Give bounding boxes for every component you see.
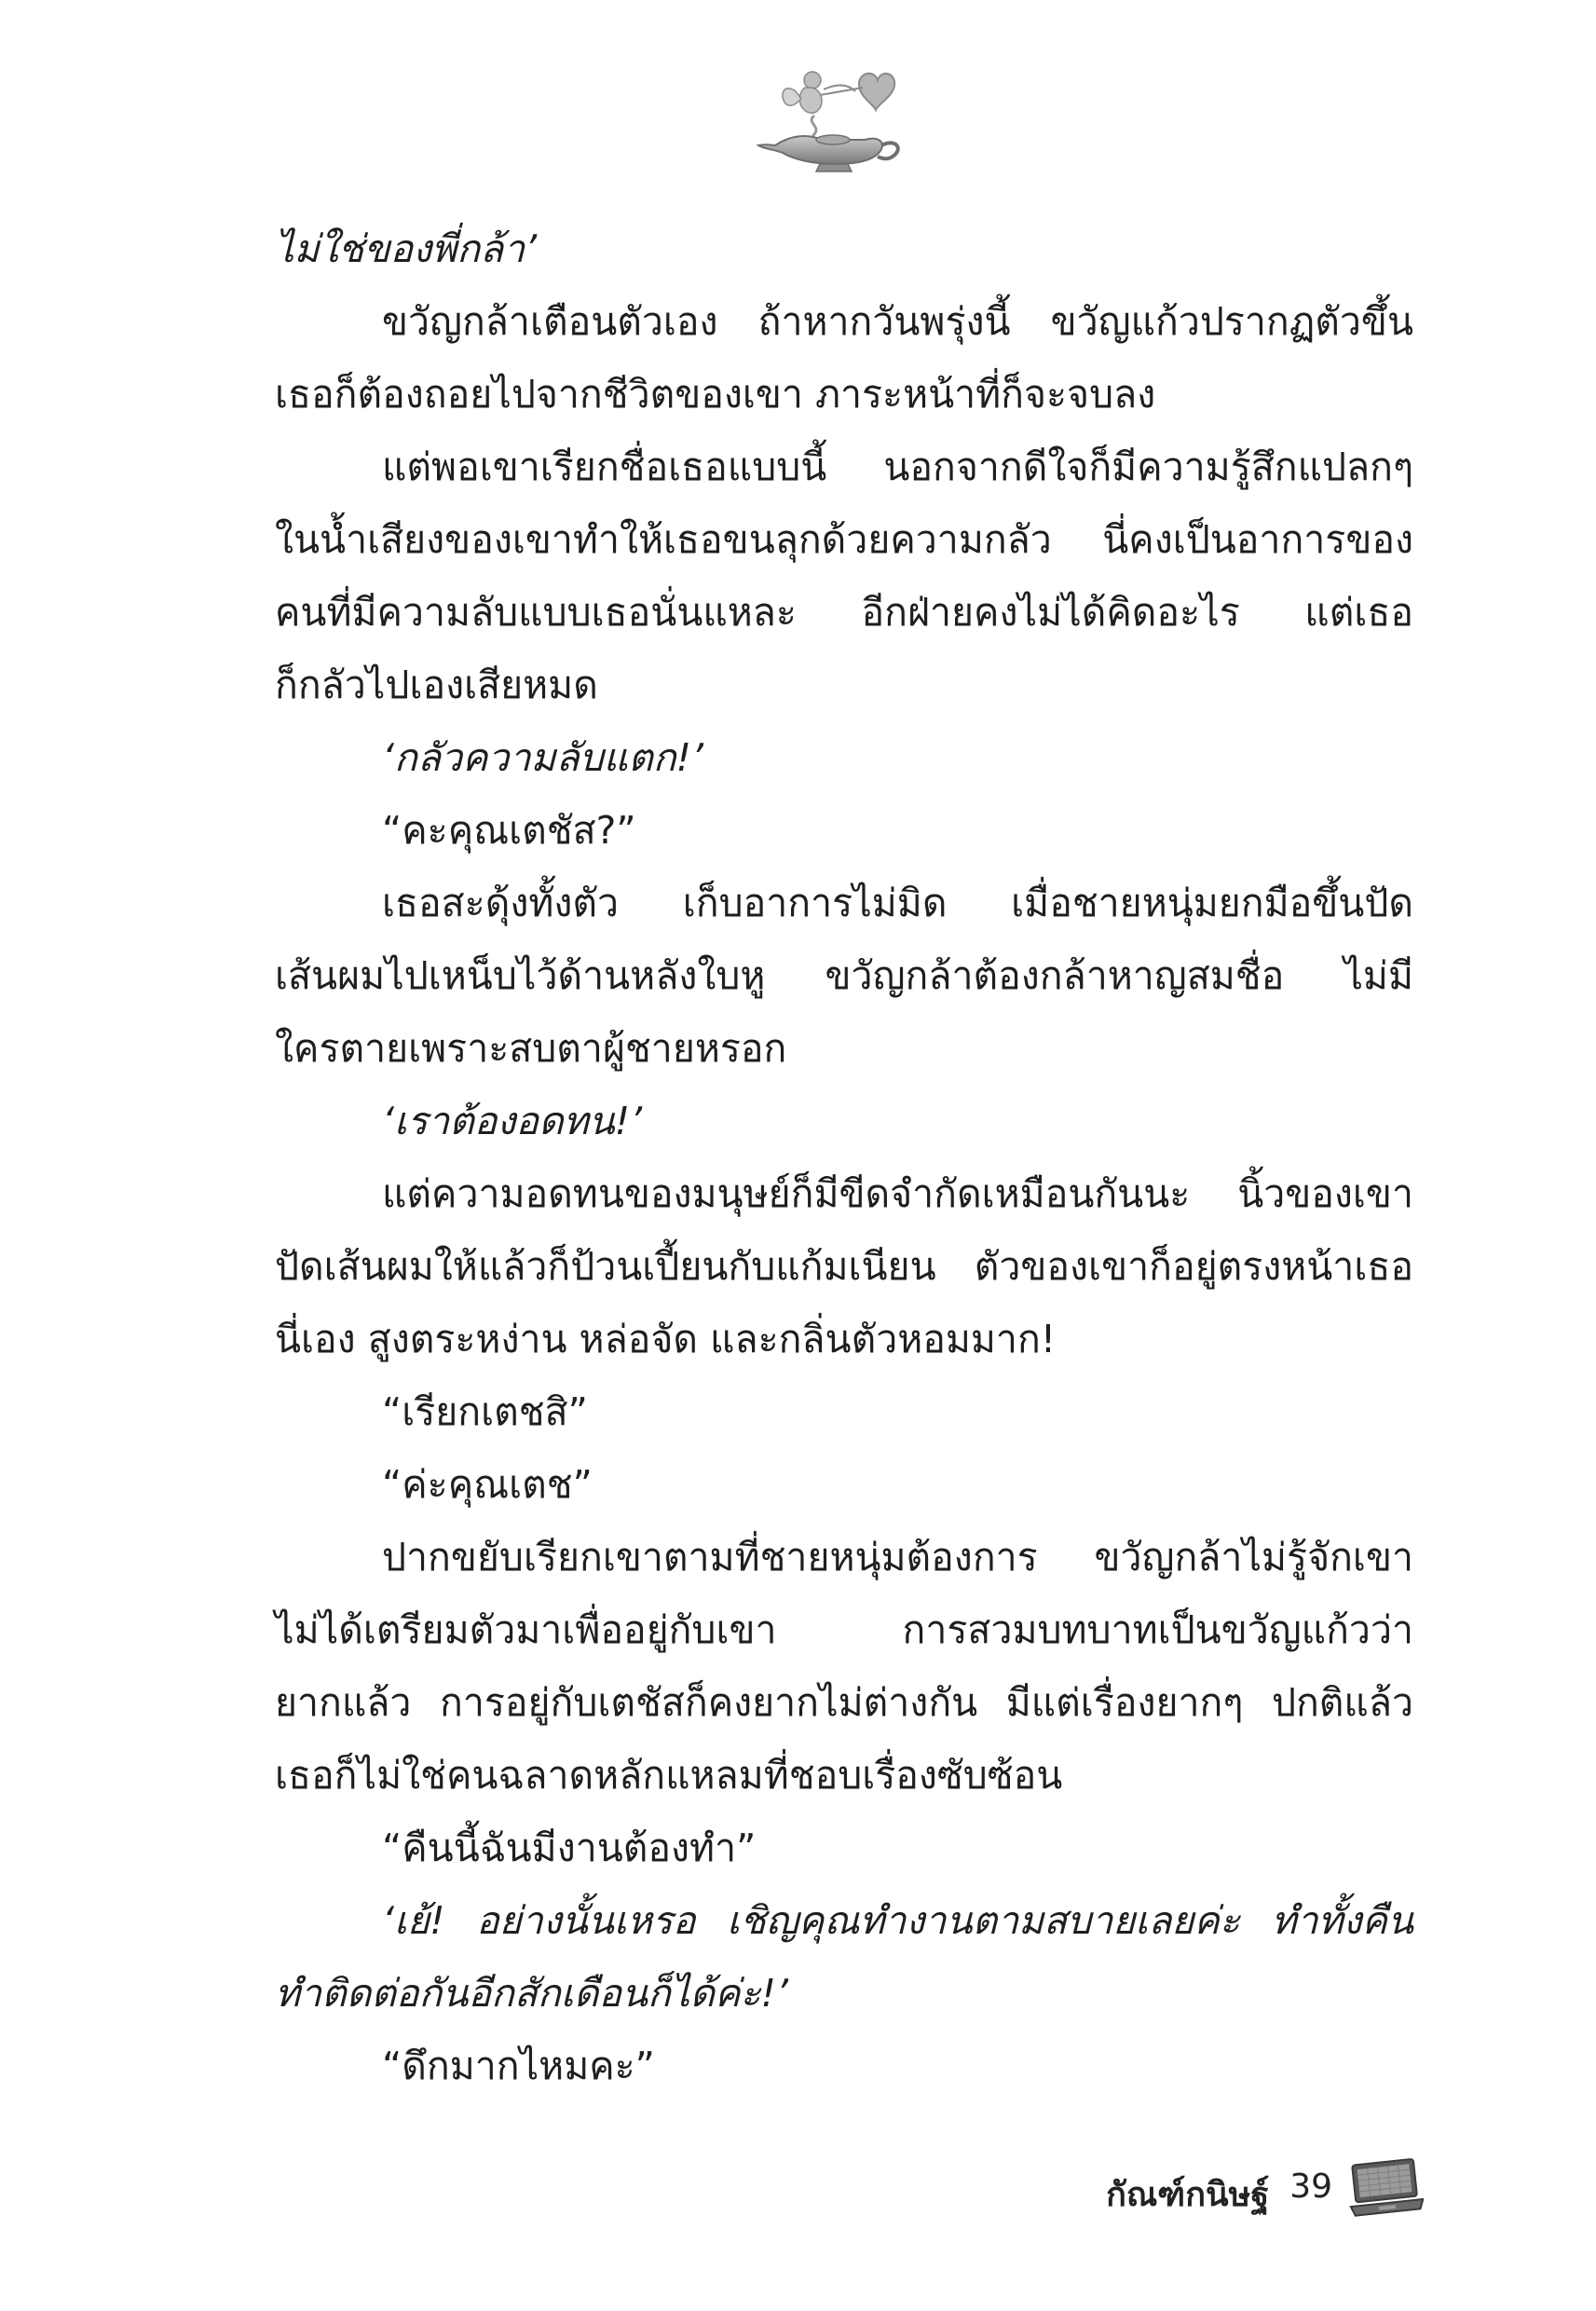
text-line: ก็กลัวไปเองเสียหมด [275,663,598,707]
genie-lamp-cupid-ornament-icon [755,56,913,177]
text-line: “คะคุณเตชัส?” [382,808,636,853]
footer-author: กัณฑ์กนิษฐ์ [1106,2176,1270,2214]
text-line: “ดึกมากไหมคะ” [382,2044,655,2088]
text-line: ปัดเส้นผมให้แล้วก็ป้วนเปี้ยนกับแก้มเนียน ตัวของเขาก็อยู่ตรงหน้าเธอ [275,1244,1413,1289]
text-line: เธอก็ต้องถอยไปจากชีวิตของเขา ภาระหน้าที่ก็จะจบลง [275,372,1156,417]
laptop-icon [1349,2158,1424,2220]
text-line: ‘เราต้องอดทน!’ [382,1099,643,1143]
text-line: แต่ความอดทนของมนุษย์ก็มีขีดจำกัดเหมือนกันนะ นิ้วของเขา [382,1171,1413,1216]
text-line: เธอสะดุ้งทั้งตัว เก็บอาการไม่มิด เมื่อชายหนุ่มยกมือขึ้นปัด [382,881,1413,925]
text-line: เธอก็ไม่ใช่คนฉลาดหลักแหลมที่ชอบเรื่องซับซ้อน [275,1753,1063,1798]
text-line: ไม่ใช่ของพี่กล้า’ [275,226,538,271]
text-line: นี่เอง สูงตระหง่าน หล่อจัด และกลิ่นตัวหอมมาก! [275,1317,1057,1361]
text-line: ทำติดต่อกันอีกสักเดือนก็ได้ค่ะ!’ [275,1971,788,2016]
text-line: ขวัญกล้าเตือนตัวเอง ถ้าหากวันพรุ่งนี้ ขวัญแก้วปรากฏตัวขึ้น [382,299,1413,344]
text-line: “คืนนี้ฉันมีงานต้องทำ” [382,1826,757,1870]
page-footer [1053,2153,1425,2227]
text-line: “เรียกเตชสิ” [382,1389,588,1434]
text-line: “ค่ะคุณเตช” [382,1462,593,1507]
text-line: ใครตายเพราะสบตาผู้ชายหรอก [275,1026,787,1071]
text-line: แต่พอเขาเรียกชื่อเธอแบบนี้ นอกจากดีใจก็มีความรู้สึกแปลกๆ [382,444,1413,489]
text-line: คนที่มีความลับแบบเธอนั่นแหละ อีกฝ่ายคงไม่ได้คิดอะไร แต่เธอ [275,590,1413,635]
text-line: เส้นผมไปเหน็บไว้ด้านหลังใบหู ขวัญกล้าต้องกล้าหาญสมชื่อ ไม่มี [275,953,1413,998]
text-line: ปากขยับเรียกเขาตามที่ชายหนุ่มต้องการ ขวัญกล้าไม่รู้จักเขา [382,1535,1413,1579]
text-line: ยากแล้ว การอยู่กับเตชัสก็คงยากไม่ต่างกัน มีแต่เรื่องยากๆ ปกติแล้ว [275,1680,1413,1725]
text-line: ‘กลัวความลับแตก!’ [382,735,703,780]
body-text [275,212,1413,2102]
text-line: ไม่ได้เตรียมตัวมาเพื่ออยู่กับเขา การสวมบทบาทเป็นขวัญแก้วว่า [275,1607,1413,1652]
text-line: ‘เย้! อย่างนั้นเหรอ เชิญคุณทำงานตามสบายเลยค่ะ ทำทั้งคืน [382,1898,1413,1943]
text-line: ในน้ำเสียงของเขาทำให้เธอขนลุกด้วยความกลัว นี่คงเป็นอาการของ [275,517,1413,562]
page-number: 39 [1289,2167,1332,2206]
